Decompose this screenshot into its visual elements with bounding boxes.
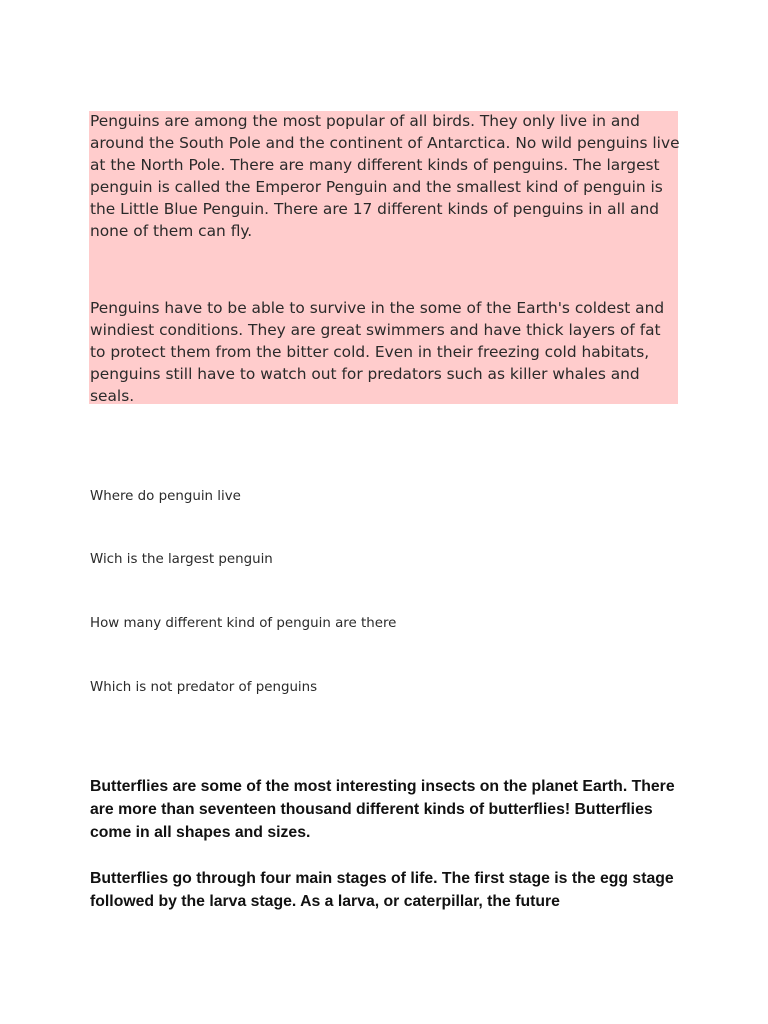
penguin-paragraph-1: Penguins are among the most popular of all birds. They only live in and around the South Pole and the continent of Antarctica. No wild penguins live at the North Pole. There are many different kinds of penguins. The largest penguin is called the Emperor Penguin and the smallest kind of penguin is the Little Blue Penguin. There are 17 different kinds of penguins in all and none of them can fly. xyxy=(90,112,680,240)
butterfly-paragraph-2: Butterflies go through four main stages of life. The first stage is the egg stage followed by the larva stage. As a larva, or caterpillar, the future xyxy=(90,870,674,910)
question-1: Where do penguin live xyxy=(90,489,241,504)
question-4: Which is not predator of penguins xyxy=(90,680,318,695)
penguin-paragraph-2: Penguins have to be able to survive in the some of the Earth's coldest and windiest conditions. They are great swimmers and have thick layers of fat to protect them from the bitter cold. Even in their freezing cold habitats, penguins still have to watch out for predators such as killer whales and seals. xyxy=(90,299,665,405)
question-3: How many different kind of penguin are there xyxy=(90,616,397,631)
question-2: Wich is the largest penguin xyxy=(90,552,273,567)
butterfly-paragraph-1: Butterflies are some of the most interesting insects on the planet Earth. There are more than seventeen thousand different kinds of butterflies! Butterflies come in all shapes and sizes. xyxy=(90,778,675,841)
